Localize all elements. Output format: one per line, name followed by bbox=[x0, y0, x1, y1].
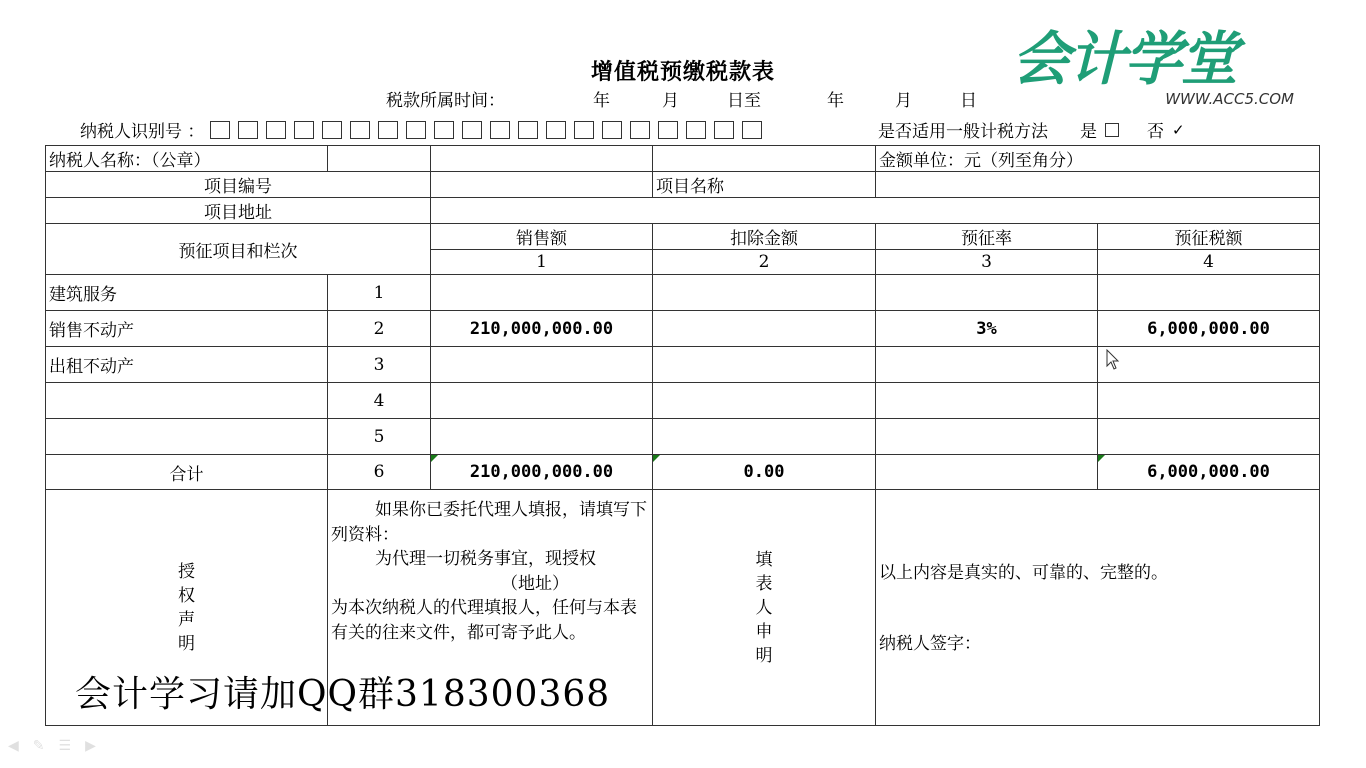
tax-cell[interactable] bbox=[1098, 275, 1320, 311]
taxpayer-id-digit-box[interactable] bbox=[686, 121, 706, 139]
deduction-cell[interactable] bbox=[653, 275, 876, 311]
logo-text: 会计学堂 bbox=[1012, 25, 1237, 93]
rate-cell[interactable] bbox=[876, 419, 1098, 455]
method-no-check-icon[interactable]: ✓ bbox=[1172, 120, 1185, 139]
row-item-label: 建筑服务 bbox=[46, 275, 328, 311]
method-yes-label: 是 bbox=[1080, 122, 1097, 142]
col-index-4: 4 bbox=[1098, 250, 1320, 275]
project-no-value[interactable] bbox=[431, 172, 653, 198]
declaration-statement: 以上内容是真实的、可靠的、完整的。 bbox=[879, 563, 1168, 583]
table-row bbox=[46, 275, 1320, 311]
rate-cell[interactable] bbox=[876, 383, 1098, 419]
acc5-logo bbox=[1012, 25, 1312, 110]
row-item-label bbox=[46, 419, 328, 455]
tax-cell[interactable] bbox=[1098, 347, 1320, 383]
menu-icon[interactable]: ☰ bbox=[58, 738, 72, 754]
deduction-cell[interactable] bbox=[653, 419, 876, 455]
deduction-cell[interactable] bbox=[653, 311, 876, 347]
period-label: 税款所属时间： bbox=[386, 91, 505, 111]
signature-label[interactable]: 纳税人签字： bbox=[879, 634, 981, 654]
project-no-label: 项目编号 bbox=[46, 172, 431, 198]
declaration-cell bbox=[876, 490, 1320, 726]
taxpayer-id-digit-box[interactable] bbox=[238, 121, 258, 139]
table-row bbox=[46, 347, 1320, 383]
table-row bbox=[46, 311, 1320, 347]
taxpayer-id-digit-box[interactable] bbox=[378, 121, 398, 139]
qq-group-watermark: 会计学习请加QQ群318300368 bbox=[75, 674, 611, 715]
sales-cell[interactable] bbox=[431, 347, 653, 383]
col-header-deduction: 扣除金额 bbox=[653, 224, 876, 250]
taxpayer-name-cell[interactable] bbox=[328, 146, 431, 172]
taxpayer-name-label: 纳税人名称：（公章） bbox=[46, 146, 328, 172]
deduction-cell[interactable] bbox=[653, 347, 876, 383]
previous-arrow-icon[interactable]: ◀ bbox=[8, 738, 19, 754]
taxpayer-id-digit-box[interactable] bbox=[210, 121, 230, 139]
slideshow-controls bbox=[8, 738, 96, 754]
row-item-label: 销售不动产 bbox=[46, 311, 328, 347]
col-index-2: 2 bbox=[653, 250, 876, 275]
authorization-text-1: 如果你已委托代理人填报，请填写下列资料： bbox=[331, 500, 647, 545]
taxpayer-id-digit-box[interactable] bbox=[434, 121, 454, 139]
taxpayer-id-digit-box[interactable] bbox=[518, 121, 538, 139]
authorization-text-3: 为本次纳税人的代理填报人，任何与本表有关的往来文件，都可寄予此人。 bbox=[331, 598, 637, 643]
taxpayer-id-label: 纳税人识别号 ： bbox=[80, 122, 205, 142]
taxpayer-id-digit-box[interactable] bbox=[490, 121, 510, 139]
pen-icon[interactable]: ✎ bbox=[32, 738, 45, 754]
period-end-month: 月 bbox=[895, 91, 912, 111]
taxpayer-id-digit-box[interactable] bbox=[294, 121, 314, 139]
tax-cell[interactable] bbox=[1098, 383, 1320, 419]
col-index-1: 1 bbox=[431, 250, 653, 275]
taxpayer-id-digit-box[interactable] bbox=[266, 121, 286, 139]
rate-cell[interactable] bbox=[876, 275, 1098, 311]
authorization-text-2: 为代理一切税务事宜，现授权 bbox=[375, 549, 596, 569]
next-arrow-icon[interactable]: ▶ bbox=[85, 738, 96, 754]
project-name-label: 项目名称 bbox=[653, 172, 876, 198]
method-no-label: 否 bbox=[1147, 122, 1164, 142]
col-index-3: 3 bbox=[876, 250, 1098, 275]
total-rate-cell[interactable] bbox=[876, 455, 1098, 490]
taxpayer-id-row bbox=[80, 117, 770, 142]
row-line-number: 6 bbox=[328, 455, 431, 490]
period-end-year: 年 bbox=[827, 91, 844, 111]
method-yes-checkbox[interactable] bbox=[1105, 123, 1119, 137]
tax-cell[interactable]: 6,000,000.00 bbox=[1098, 311, 1320, 347]
total-tax-cell[interactable]: 6,000,000.00 bbox=[1098, 455, 1320, 490]
method-label: 是否适用一般计税方法 bbox=[878, 122, 1048, 142]
total-deduction-cell[interactable]: 0.00 bbox=[653, 455, 876, 490]
taxpayer-id-boxes[interactable] bbox=[210, 121, 770, 139]
row-line-number: 2 bbox=[328, 311, 431, 347]
form-title: 增值税预缴税款表 bbox=[590, 60, 775, 85]
logo-url: WWW.ACC5.COM bbox=[1165, 90, 1294, 108]
period-end-day: 日 bbox=[960, 91, 977, 111]
declaration-label-cell bbox=[653, 490, 876, 726]
row-line-number: 1 bbox=[328, 275, 431, 311]
period-start-month: 月 bbox=[662, 91, 679, 111]
row-line-number: 4 bbox=[328, 383, 431, 419]
rate-cell[interactable] bbox=[876, 347, 1098, 383]
project-address-value[interactable] bbox=[431, 198, 1320, 224]
taxpayer-id-digit-box[interactable] bbox=[602, 121, 622, 139]
sales-cell[interactable] bbox=[431, 275, 653, 311]
declaration-label: 填 表 人 申 明 bbox=[755, 549, 773, 666]
project-address-label: 项目地址 bbox=[46, 198, 431, 224]
taxpayer-id-digit-box[interactable] bbox=[574, 121, 594, 139]
authorization-address: （地址） bbox=[501, 573, 569, 594]
total-label: 合计 bbox=[46, 455, 328, 490]
authorization-label: 授 权 声 明 bbox=[178, 561, 195, 654]
taxpayer-id-digit-box[interactable] bbox=[462, 121, 482, 139]
sales-cell[interactable] bbox=[431, 419, 653, 455]
row-item-label: 出租不动产 bbox=[46, 347, 328, 383]
general-method-row bbox=[878, 117, 1185, 142]
tax-cell[interactable] bbox=[1098, 419, 1320, 455]
vat-prepayment-form-table bbox=[45, 145, 1320, 726]
taxpayer-id-digit-box[interactable] bbox=[630, 121, 650, 139]
total-row bbox=[46, 455, 1320, 490]
taxpayer-id-digit-box[interactable] bbox=[350, 121, 370, 139]
project-name-value[interactable] bbox=[876, 172, 1320, 198]
row-line-number: 3 bbox=[328, 347, 431, 383]
period-start-day-to: 日至 bbox=[727, 91, 761, 111]
taxpayer-name-extra[interactable] bbox=[653, 146, 876, 172]
deduction-cell[interactable] bbox=[653, 383, 876, 419]
taxpayer-id-digit-box[interactable] bbox=[322, 121, 342, 139]
taxpayer-id-digit-box[interactable] bbox=[546, 121, 566, 139]
rate-cell[interactable]: 3% bbox=[876, 311, 1098, 347]
mouse-cursor-icon bbox=[1106, 349, 1120, 375]
period-start-year: 年 bbox=[593, 91, 610, 111]
row-header-label: 预征项目和栏次 bbox=[46, 224, 431, 275]
table-row bbox=[46, 419, 1320, 455]
taxpayer-name-value[interactable] bbox=[431, 146, 653, 172]
taxpayer-id-digit-box[interactable] bbox=[406, 121, 426, 139]
row-line-number: 5 bbox=[328, 419, 431, 455]
taxpayer-id-digit-box[interactable] bbox=[742, 121, 762, 139]
sales-cell[interactable]: 210,000,000.00 bbox=[431, 311, 653, 347]
sales-cell[interactable] bbox=[431, 383, 653, 419]
taxpayer-id-digit-box[interactable] bbox=[658, 121, 678, 139]
col-header-rate: 预征率 bbox=[876, 224, 1098, 250]
col-header-sales: 销售额 bbox=[431, 224, 653, 250]
row-item-label bbox=[46, 383, 328, 419]
taxpayer-id-digit-box[interactable] bbox=[714, 121, 734, 139]
total-sales-cell[interactable]: 210,000,000.00 bbox=[431, 455, 653, 490]
col-header-tax: 预征税额 bbox=[1098, 224, 1320, 250]
amount-unit: 金额单位：元（列至角分） bbox=[876, 146, 1320, 172]
table-row bbox=[46, 383, 1320, 419]
